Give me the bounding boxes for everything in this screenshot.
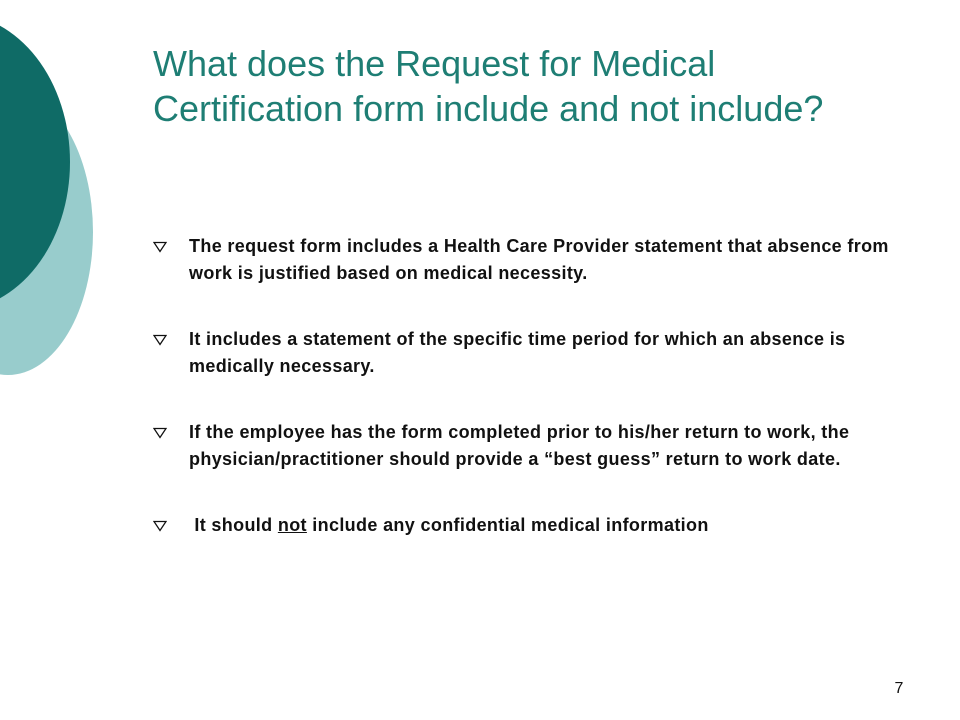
bullet-text: The request form includes a Health Care Provider statement that absence from work is justified based on medical necessity. <box>189 236 889 283</box>
underlined-not: not <box>277 515 307 535</box>
chevron-bullet-icon <box>153 241 167 253</box>
bullet-text <box>189 515 709 535</box>
chevron-bullet-icon <box>153 520 167 532</box>
bullet-list <box>153 233 913 578</box>
decorative-circles <box>0 0 110 400</box>
bullet-text: It includes a statement of the specific time period for which an absence is medically necessary. <box>189 329 846 376</box>
bullet-item <box>153 233 913 287</box>
bullet-text: If the employee has the form completed prior to his/her return to work, the physician/practitioner should provide a “best guess” return to work date. <box>189 422 850 469</box>
page-number: 7 <box>894 680 904 697</box>
bullet-item <box>153 512 913 539</box>
bullet-item <box>153 326 913 380</box>
chevron-bullet-icon <box>153 427 167 439</box>
bullet-text-after: include any confidential medical information <box>306 515 709 535</box>
chevron-bullet-icon <box>153 334 167 346</box>
bullet-text-before: It should <box>189 515 278 535</box>
bullet-item <box>153 419 913 473</box>
slide-title: What does the Request for Medical Certification form include and not include? <box>153 43 824 129</box>
